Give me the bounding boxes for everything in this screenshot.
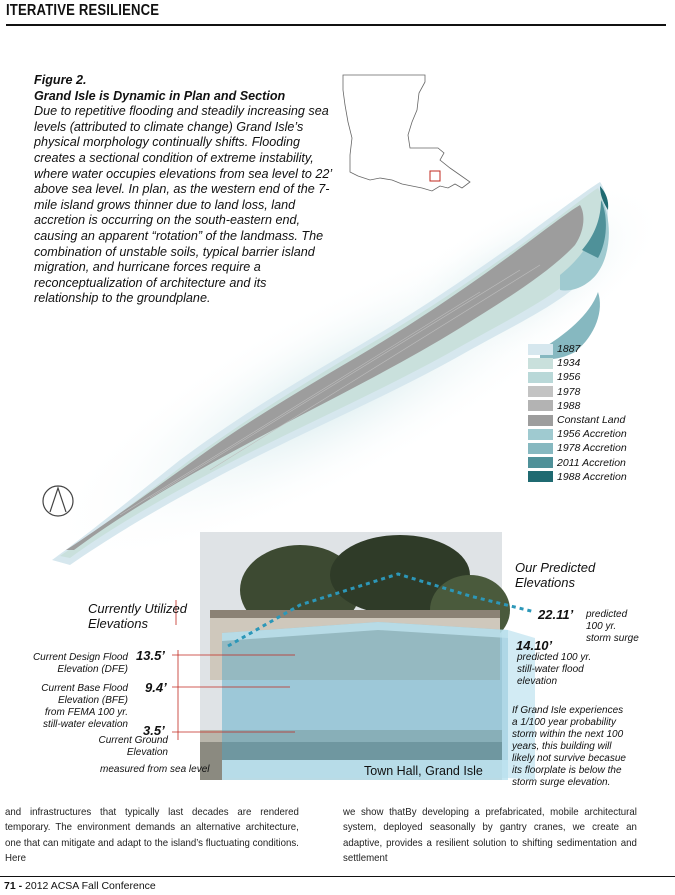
legend-item [528,370,668,384]
figure-caption [34,73,334,307]
surge-label-line-2: 100 yr. [586,621,617,632]
page-number: 71 - [4,880,23,892]
note-line: If Grand Isle experiences [512,705,624,716]
legend-swatch [528,457,553,468]
legend-swatch [528,415,553,426]
legend-label: 1956 [557,371,581,384]
bfe-value: 9.4’ [145,680,167,695]
footer-rule [0,876,675,877]
body-text-right: we show thatBy developing a prefabricated, mobile architectural system, deployed seasonally by gantry cranes, we create an adaptive, provides a resilient solution to shifting sedimentation and settlement [343,807,637,865]
dfe-value: 13.5’ [136,648,165,663]
note-line: its floorplate is below the [512,765,622,776]
legend-label: 2011 Accretion [557,456,626,469]
legend-swatch [528,443,553,454]
legend-item [528,385,668,399]
header-rule [6,24,666,26]
still-water-label-line-3: elevation [517,676,558,687]
legend-swatch [528,471,553,482]
legend-swatch [528,429,553,440]
measured-from-sea-level: measured from sea level [100,764,210,775]
legend-swatch [528,400,553,411]
figure-number: Figure 2. [34,73,87,87]
note-line: storm surge elevation. [512,777,611,788]
bfe-label-line-1: Current Base Flood [41,683,128,694]
note-line: likely not survive becasue [512,753,626,764]
legend-label: 1988 [557,399,581,412]
town-hall-roof [210,610,500,618]
surge-label-line-1: predicted [586,609,628,620]
legend-swatch [528,372,553,383]
bfe-label-line-2: Elevation (BFE) [57,695,128,706]
note-line: years, this building will [512,741,612,752]
dfe-label-line-1: Current Design Flood [32,652,128,663]
legend-label: 1978 [557,385,581,398]
legend-item [528,427,668,441]
currently-utilized-label: Currently Utilized Elevations [88,601,187,631]
legend-item [528,470,668,484]
figure-caption-text: Due to repetitive flooding and steadily increasing sea levels (attributed to climate change) Grand Isle’s physical morphology continually shifts. Flooding creates a sectional condition of extreme instability, where water occupies elevations from sea level to 22’ above sea level. In plan, as the western end of the 7-mile island grows thinner due to land loss, land accretion is occurring on the south-eastern end, causing an apparent “rotation” of the landmass. The combination of unstable soils, typical barrier island migration, and hurricane forces require a reconceptualization of architecture and its relationship to the groundplane. [34,104,332,306]
still-water-value: 14.10’ [516,638,553,653]
note-line: a 1/100 year probability [512,717,616,728]
ground-label-line-2: Elevation [126,747,168,758]
map-legend [528,342,668,484]
predicted-elevations-label: Our Predicted Elevations [515,560,596,590]
legend-swatch [528,344,553,355]
note-line: storm within the next 100 [512,729,624,740]
body-text-left: and infrastructures that typically last decades are rendered temporary. The environment demands an alternative architecture, one that can mitigate and adapt to the island’s fluctuating conditions. Here [5,807,299,865]
legend-item [528,413,668,427]
photo-label: Town Hall, Grand Isle [364,764,483,778]
legend-swatch [528,358,553,369]
surge-value: 22.11’ [538,607,574,622]
figure-title: Grand Isle is Dynamic in Plan and Section [34,88,286,103]
legend-label: 1887 [557,343,581,356]
legend-item [528,456,668,470]
louisiana-outline [343,75,470,191]
legend-label: Constant Land [557,414,626,427]
still-water-label-line-2: still-water flood [517,664,584,675]
legend-label: 1978 Accretion [557,442,627,455]
legend-label: 1956 Accretion [557,428,627,441]
legend-item [528,356,668,370]
still-water-label-line-1: predicted 100 yr. [517,652,592,663]
legend-label: 1988 Accretion [557,470,627,483]
legend-label: 1934 [557,357,581,370]
ground-value: 3.5’ [143,723,165,738]
legend-swatch [528,386,553,397]
running-header: ITERATIVE RESILIENCE [6,2,160,19]
survival-note [512,705,626,789]
dfe-label-line-2: Elevation (DFE) [57,664,128,675]
bfe-label-line-3: from FEMA 100 yr. [44,707,128,718]
legend-item [528,399,668,413]
ground-label-line-1: Current Ground [98,735,168,746]
footer [4,880,156,892]
bfe-label-line-4: still-water elevation [42,719,128,730]
legend-item [528,441,668,455]
flood-overlay [222,622,508,778]
legend-item [528,342,668,356]
conference-name: 2012 ACSA Fall Conference [25,880,156,892]
surge-label-line-3: storm surge [586,633,639,644]
